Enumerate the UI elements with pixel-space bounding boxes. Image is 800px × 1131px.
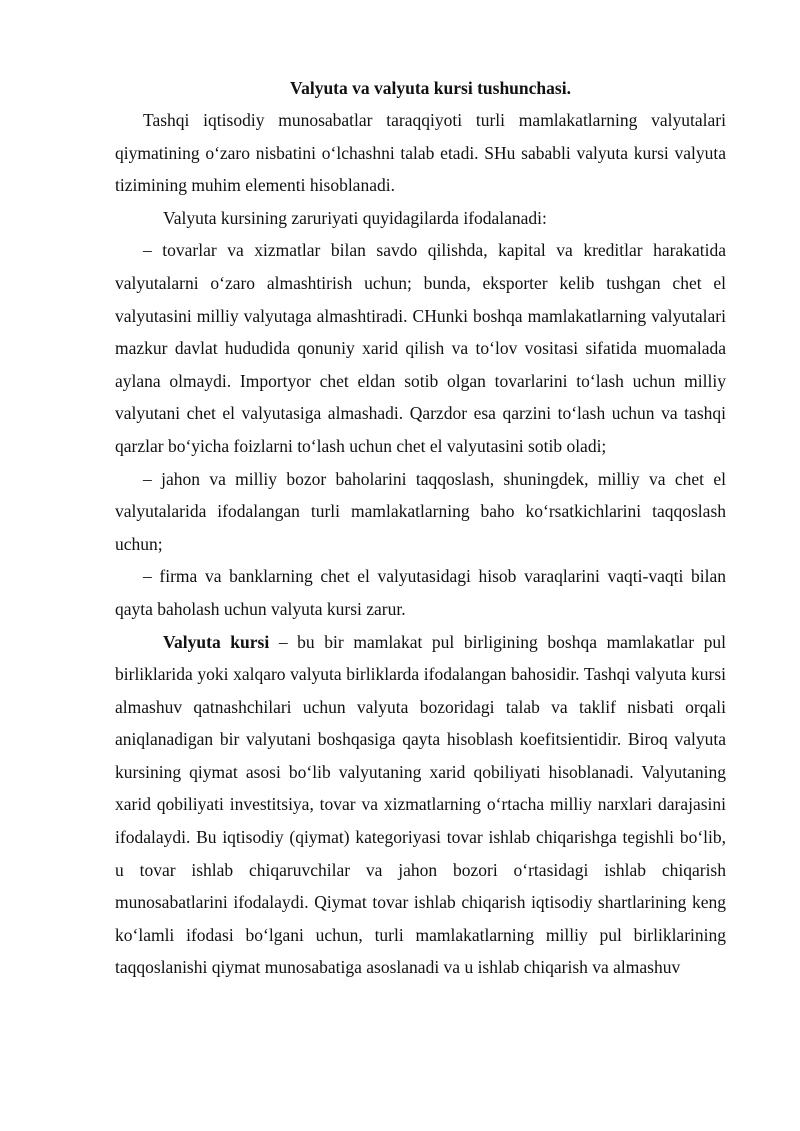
definition-text: – bu bir mamlakat pul birligining boshqa mamlakatlar pul birliklarida yoki xalqaro valyuta birliklarda ifodalangan bahosidir. Tashqi valyuta kursi almashuv qatnashchilari uchun valyuta bozoridagi talab va taklif nisbati orqali aniqlanadigan bir valyutani boshqasiga qayta hisoblash koefitsientidir. Biroq valyuta kursining qiymat asosi bo‘lib valyutaning xarid qobiliyati hisoblanadi. Valyutaning xarid qobiliyati investitsiya, tovar va xizmatlarning o‘rtacha milliy narxlari darajasini ifodalaydi. Bu iqtisodiy (qiymat) kategoriyasi tovar ishlab chiqarishga tegishli bo‘lib, u tovar ishlab chiqaruvchilar va jahon bozori o‘rtasidagi ishlab chiqarish munosabatlarini ifodalaydi. Qiymat tovar ishlab chiqarish iqtisodiy shartlarining keng ko‘lamli ifodasi bo‘lgani uchun, turli mamlakatlarning milliy pul birliklarining taqqoslanishi qiymat munosabatiga asoslanadi va u ishlab chiqarish va almashuv (115, 631, 726, 978)
page-title: Valyuta va valyuta kursi tushunchasi. (290, 78, 571, 98)
paragraph-list-item-prices: – jahon va milliy bozor baholarini taqqoslash, shuningdek, milliy va chet el valyutalarida ifodalangan turli mamlakatlarning baho ko‘rsatkichlarini taqqoslash uchun; (115, 468, 726, 554)
paragraph-definition (115, 626, 726, 985)
paragraph-list-item-revaluation: – firma va banklarning chet el valyutasidagi hisob varaqlarini vaqti-vaqti bilan qayta baholash uchun valyuta kursi zarur. (115, 566, 726, 619)
document-page (115, 72, 726, 984)
paragraph-list-item-trade: – tovarlar va xizmatlar bilan savdo qilishda, kapital va kreditlar harakatida valyutalarni o‘zaro almashtirish uchun; bunda, eksporter kelib tushgan chet el valyutasini milliy valyutaga almashtiradi. CHunki boshqa mamlakatlarning valyutalari mazkur davlat hududida qonuniy xarid qilish va to‘lov vositasi sifatida muomalada aylana olmaydi. Importyor chet eldan sotib olgan tovarlarini to‘lash uchun milliy valyutani chet el valyutasiga almashadi. Qarzdor esa qarzini to‘lash uchun va tashqi qarzlar bo‘yicha foizlarni to‘lash uchun chet el valyutasini sotib oladi; (115, 240, 726, 456)
definition-term: Valyuta kursi (163, 631, 270, 652)
paragraph-intro: Tashqi iqtisodiy munosabatlar taraqqiyoti turli mamlakatlarning valyutalari qiymatining o‘zaro nisbatini o‘lchashni talab etadi. SHu sababli valyuta kursi valyuta tizimining muhim elementi hisoblanadi. (115, 110, 726, 196)
paragraph-necessity-heading: Valyuta kursining zaruriyati quyidagilarda ifodalanadi: (163, 207, 547, 228)
